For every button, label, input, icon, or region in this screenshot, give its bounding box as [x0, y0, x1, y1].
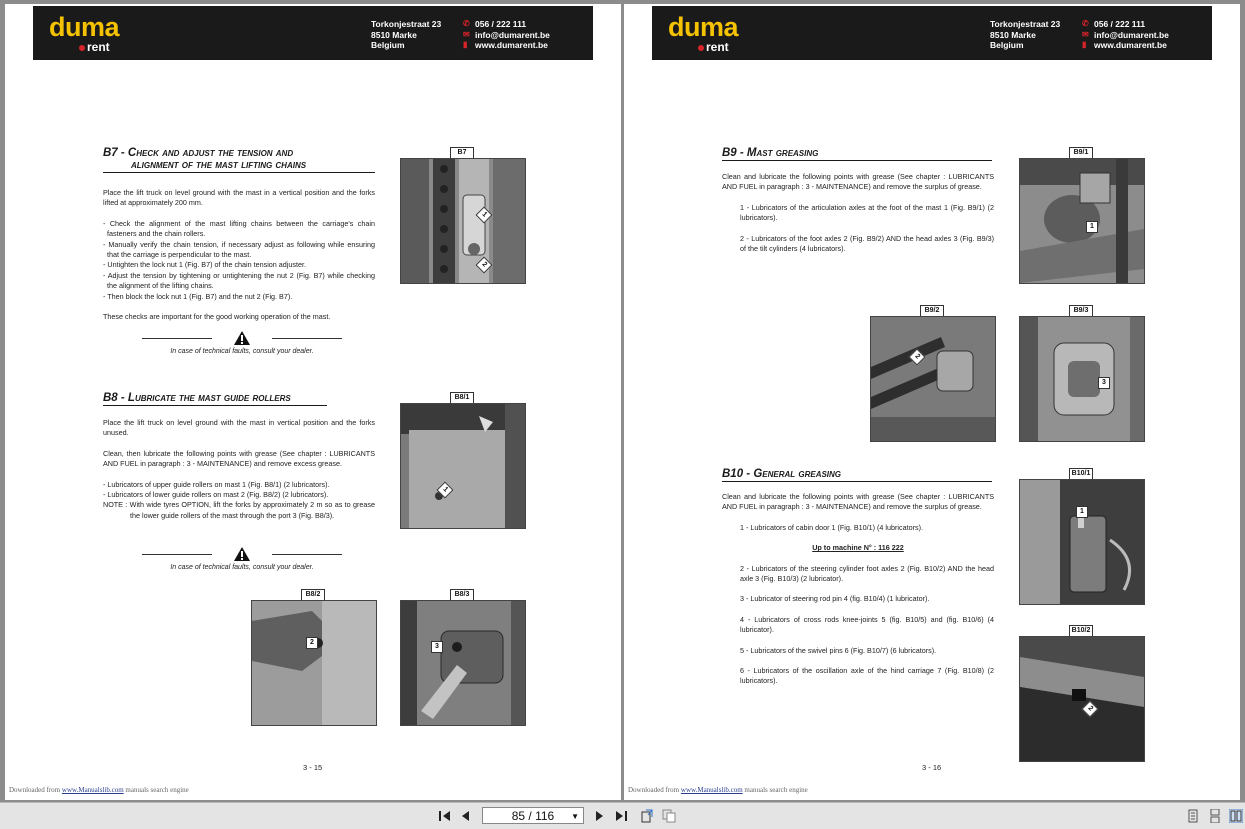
- list-item: 4 - Lubricators of cross rods knee-joints 5 (fig. B10/5) and (fig. B10/6) (4 lubricator).: [740, 614, 994, 635]
- mail-icon: ✉: [463, 29, 470, 39]
- mouse-icon: ▮: [1082, 40, 1087, 49]
- section-title-text: General greasing: [753, 468, 842, 480]
- figure-label: B9/1: [1069, 147, 1093, 159]
- section-title-text: Lubricate the mast guide rollers: [127, 392, 291, 404]
- figure-label: B8/1: [450, 392, 474, 404]
- list-item: 6 - Lubricators of the oscillation axle of the hind carriage 7 (Fig. B10/8) (2 lubricators).: [740, 666, 994, 686]
- address-line: Torkonjestraat 23: [990, 19, 1061, 29]
- chevron-down-icon: ▼: [571, 812, 579, 821]
- figure-label: B9/2: [920, 305, 944, 317]
- company-header: [33, 6, 593, 60]
- company-contacts: [1082, 19, 1169, 51]
- next-page-button[interactable]: [592, 809, 606, 823]
- company-address: [371, 19, 441, 51]
- document-page-left: [5, 4, 621, 800]
- section-body-b10: [722, 492, 994, 697]
- single-page-view-icon[interactable]: [1186, 809, 1200, 823]
- section-title-text: Check and adjust the tension and: [127, 147, 294, 159]
- continuous-view-icon[interactable]: [1208, 809, 1222, 823]
- address-line: Torkonjestraat 23: [371, 19, 442, 29]
- section-title-b8: [103, 392, 327, 406]
- mouse-icon: ▮: [463, 40, 468, 49]
- figure-photo-b10-1: [1019, 479, 1145, 605]
- paragraph: Place the lift truck on level ground with the mast in vertical position and the forks unused.: [103, 418, 375, 438]
- logo-sub-text: rent: [706, 40, 729, 54]
- list-item: - Lubricators of lower guide rollers on mast 2 (Fig. B8/2) (2 lubricators).: [103, 490, 329, 500]
- list-item: - Lubricators of upper guide rollers on mast 1 (Fig. B8/1) (2 lubricators).: [103, 479, 330, 489]
- two-page-view-icon[interactable]: [1229, 809, 1243, 823]
- chain-photo-image: [401, 159, 525, 283]
- footer-link[interactable]: www.Manualslib.com: [61, 786, 124, 794]
- previous-page-button[interactable]: [459, 809, 473, 823]
- list-item: - Adjust the tension by tightening or untightening the nut 2 (Fig. B7) while checking the alignment of the lifting chains.: [103, 270, 375, 291]
- page-indicator-text: 85 / 116: [511, 809, 555, 823]
- subheading: Up to machine N° : 116 222: [812, 543, 904, 553]
- callout-marker: 2: [1082, 701, 1099, 718]
- logo-sub-text: rent: [87, 40, 110, 54]
- callout-marker: 1: [1076, 506, 1088, 518]
- divider: [142, 338, 212, 339]
- web-text: www.dumarent.be: [475, 40, 548, 50]
- section-code: B10 -: [722, 468, 754, 480]
- figure-photo-b9-2: [870, 316, 996, 442]
- footer-text: manuals search engine: [123, 786, 189, 794]
- company-header: [652, 6, 1212, 60]
- logo-dot-icon: [698, 45, 704, 51]
- mast-roller-photo-image: [401, 404, 525, 528]
- viewer-toolbar: [0, 802, 1245, 829]
- list-item: 5 - Lubricators of the swivel pins 6 (Fig. B10/7) (6 lubricators).: [740, 645, 937, 655]
- figure-label: B9/3: [1069, 305, 1093, 317]
- address-line: Belgium: [990, 40, 1024, 50]
- callout-marker: 2: [306, 637, 318, 649]
- figure-photo-b10-2: [1019, 636, 1145, 762]
- steering-cylinder-photo-image: [1020, 637, 1144, 761]
- page-number: 3 - 15: [303, 763, 323, 772]
- section-body-b8: [103, 418, 375, 521]
- callout-marker: 2: [476, 257, 493, 274]
- figure-photo-b8-2: [251, 600, 377, 726]
- list-item: - Then block the lock nut 1 (Fig. B7) and the nut 2 (Fig. B7).: [103, 291, 293, 301]
- tilt-cylinder-foot-photo-image: [871, 317, 995, 441]
- note-paragraph: NOTE : With wide tyres OPTION, lift the forks by approximately 2 m so as to grease the lower guide rollers of the mast through the port 3 (Fig. B8/3).: [103, 500, 375, 520]
- logo-sub: [698, 41, 738, 53]
- duma-rent-logo: [49, 14, 119, 53]
- email-text: info@dumarent.be: [1094, 29, 1169, 40]
- figure-label: B10/2: [1069, 625, 1093, 637]
- logo-main-text: duma: [668, 12, 739, 42]
- callout-marker: 3: [431, 641, 443, 653]
- duma-rent-logo: [668, 14, 738, 53]
- footer-link[interactable]: www.Manualslib.com: [680, 786, 743, 794]
- warning-icon: [233, 330, 251, 346]
- company-address: [990, 19, 1060, 51]
- list-item: 3 - Lubricator of steering rod pin 4 (fig. B10/4) (1 lubricator).: [740, 594, 930, 604]
- warning-block: [142, 546, 342, 574]
- paragraph: Place the lift truck on level ground with the mast in a vertical position and the forks lifted at approximately 200 mm.: [103, 188, 375, 208]
- callout-marker: 2: [909, 349, 926, 366]
- export-page-icon[interactable]: [640, 809, 654, 823]
- list-item: - Manually verify the chain tension, if necessary adjust as following while ensuring that the carriage is perpendicular to the mast.: [103, 239, 375, 260]
- list-item: - Untighten the lock nut 1 (Fig. B7) of the chain tension adjuster.: [103, 260, 306, 270]
- port-photo-image: [401, 601, 525, 725]
- paragraph: Clean, then lubricate the following points with grease (See chapter : LUBRICANTS AND FUEL in paragraph : 3 - MAINTENANCE) and remove excess grease.: [103, 448, 375, 469]
- logo-sub: [79, 41, 119, 53]
- list-item: 2 - Lubricators of the steering cylinder foot axles 2 (Fig. B10/2) AND the head axle 3 (Fig. B10/3) (2 lubricator).: [740, 563, 994, 584]
- figure-label: B8/2: [301, 589, 325, 601]
- address-line: 8510 Marke: [990, 29, 1036, 40]
- page-selector[interactable]: [482, 807, 584, 824]
- section-title-b9: [722, 147, 992, 161]
- footer-credit: [9, 786, 189, 794]
- footer-text: Downloaded from: [9, 786, 62, 794]
- address-line: Belgium: [371, 40, 405, 50]
- divider: [142, 554, 212, 555]
- section-title-text: alignment of the mast lifting chains: [131, 159, 307, 171]
- divider: [272, 554, 342, 555]
- section-title-b7: [103, 147, 375, 173]
- phone-text: 056 / 222 111: [475, 19, 527, 29]
- warning-text: In case of technical faults, consult your dealer.: [170, 564, 314, 571]
- section-title-b10: [722, 468, 992, 482]
- figure-photo-b9-3: [1019, 316, 1145, 442]
- logo-dot-icon: [79, 45, 85, 51]
- warning-block: [142, 330, 342, 358]
- mast-foot-photo-image: [1020, 159, 1144, 283]
- callout-marker: 1: [437, 482, 454, 499]
- callout-marker: 3: [1098, 377, 1110, 389]
- figure-label: B8/3: [450, 589, 474, 601]
- first-page-button[interactable]: [438, 809, 452, 823]
- list-item: - Check the alignment of the mast lifting chains between the carriage's chain fasteners and the chain rollers.: [103, 218, 375, 239]
- section-code: B7 -: [103, 147, 128, 159]
- section-code: B8 -: [103, 392, 128, 404]
- callout-marker: 1: [1086, 221, 1098, 233]
- footer-credit: [628, 786, 808, 794]
- figure-label: B10/1: [1069, 468, 1093, 480]
- company-contacts: [463, 19, 550, 51]
- figure-photo-b8-3: [400, 600, 526, 726]
- phone-text: 056 / 222 111: [1094, 19, 1146, 29]
- email-text: info@dumarent.be: [475, 29, 550, 40]
- phone-icon: ✆: [463, 19, 470, 28]
- section-code: B9 -: [722, 147, 747, 159]
- list-item: 2 - Lubricators of the foot axles 2 (Fig. B9/2) AND the head axles 3 (Fig. B9/3) of the tilt cylinders (4 lubricators).: [740, 233, 994, 254]
- fit-page-icon[interactable]: [662, 809, 676, 823]
- tilt-cylinder-head-photo-image: [1020, 317, 1144, 441]
- warning-text: In case of technical faults, consult your dealer.: [170, 348, 314, 355]
- figure-photo-b8-1: [400, 403, 526, 529]
- footer-text: manuals search engine: [742, 786, 808, 794]
- figure-label: B7: [450, 147, 474, 159]
- list-item: 1 - Lubricators of the articulation axles at the foot of the mast 1 (Fig. B9/1) (2 lubricators).: [740, 202, 994, 223]
- mail-icon: ✉: [1082, 29, 1089, 39]
- divider: [272, 338, 342, 339]
- cabin-door-photo-image: [1020, 480, 1144, 604]
- figure-photo-b7: [400, 158, 526, 284]
- page-number: 3 - 16: [922, 763, 942, 772]
- lower-roller-photo-image: [252, 601, 376, 725]
- footer-text: Downloaded from: [628, 786, 681, 794]
- document-page-right: [624, 4, 1240, 800]
- last-page-button[interactable]: [614, 809, 628, 823]
- logo-main-text: duma: [49, 12, 120, 42]
- callout-marker: 1: [476, 207, 493, 224]
- figure-photo-b9-1: [1019, 158, 1145, 284]
- paragraph: These checks are important for the good working operation of the mast.: [103, 312, 331, 322]
- section-body-b9: [722, 172, 994, 264]
- web-text: www.dumarent.be: [1094, 40, 1167, 50]
- section-body-b7: [103, 188, 375, 322]
- phone-icon: ✆: [1082, 19, 1089, 28]
- address-line: 8510 Marke: [371, 29, 417, 40]
- paragraph: Clean and lubricate the following points with grease (See chapter : LUBRICANTS AND FUEL in paragraph : 3 - MAINTENANCE) and remove the surplus of grease.: [722, 172, 994, 192]
- section-title-text: Mast greasing: [746, 147, 819, 159]
- list-item: 1 - Lubricators of cabin door 1 (Fig. B10/1) (4 lubricators).: [740, 522, 923, 532]
- warning-icon: [233, 546, 251, 562]
- paragraph: Clean and lubricate the following points with grease (See chapter : LUBRICANTS AND FUEL in paragraph : 3 - MAINTENANCE) and remove the surplus of grease.: [722, 492, 994, 512]
